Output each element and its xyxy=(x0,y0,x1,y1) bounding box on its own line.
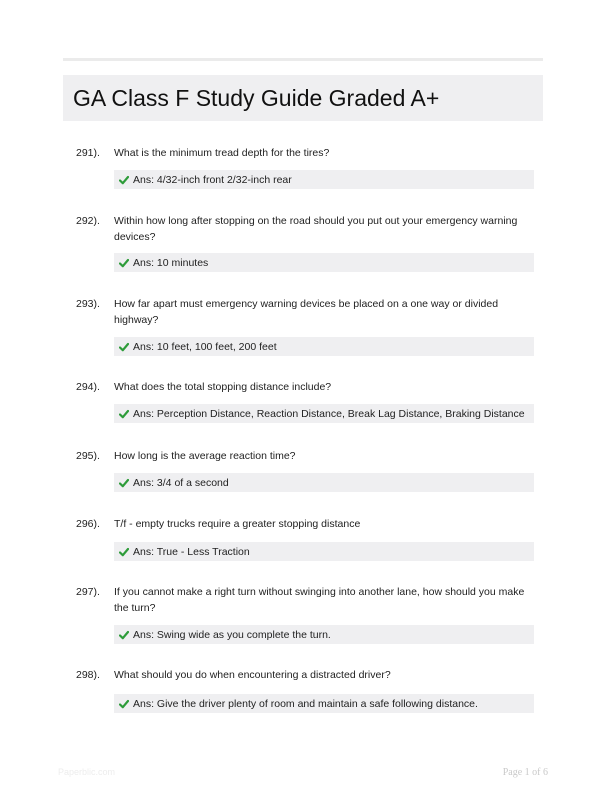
question-text: What is the minimum tread depth for the tires? xyxy=(114,147,330,159)
answer-box xyxy=(114,404,534,423)
page-indicator: Page 1 of 6 xyxy=(502,767,548,778)
question-number: 293). xyxy=(76,298,100,310)
question-number: 294). xyxy=(76,381,100,393)
check-icon xyxy=(119,175,129,185)
question-number: 297). xyxy=(76,586,100,598)
answer-text: Ans: Swing wide as you complete the turn. xyxy=(133,628,331,641)
check-icon xyxy=(119,478,129,488)
check-icon xyxy=(119,258,129,268)
footer-watermark: Paperblic.com xyxy=(58,767,116,777)
question-text: Within how long after stopping on the road should you put out your emergency warning devices? xyxy=(114,215,518,243)
title-banner xyxy=(63,75,543,121)
question-text: T/f - empty trucks require a greater stopping distance xyxy=(114,518,361,530)
answer-text: Ans: True - Less Traction xyxy=(133,545,250,558)
answer-box xyxy=(114,337,534,356)
answer-box xyxy=(114,694,534,713)
check-icon xyxy=(119,409,129,419)
question-text: What should you do when encountering a distracted driver? xyxy=(114,669,391,681)
answer-text: Ans: 4/32-inch front 2/32-inch rear xyxy=(133,173,292,186)
answer-text: Ans: 10 feet, 100 feet, 200 feet xyxy=(133,340,277,353)
question-number: 292). xyxy=(76,215,100,227)
top-divider xyxy=(63,58,543,61)
page-title: GA Class F Study Guide Graded A+ xyxy=(73,85,440,111)
check-icon xyxy=(119,547,129,557)
answer-box xyxy=(114,473,534,492)
check-icon xyxy=(119,342,129,352)
answer-box xyxy=(114,542,534,561)
answer-text: Ans: 3/4 of a second xyxy=(133,476,229,489)
answer-box xyxy=(114,625,534,644)
answer-text: Ans: Perception Distance, Reaction Distance, Break Lag Distance, Braking Distance xyxy=(133,407,525,420)
answer-box xyxy=(114,170,534,189)
question-text: How long is the average reaction time? xyxy=(114,450,296,462)
question-number: 298). xyxy=(76,669,100,681)
answer-text: Ans: 10 minutes xyxy=(133,256,209,269)
question-text: How far apart must emergency warning devices be placed on a one way or divided highway? xyxy=(114,298,499,326)
answer-text: Ans: Give the driver plenty of room and maintain a safe following distance. xyxy=(133,697,478,710)
answer-box xyxy=(114,253,534,272)
check-icon xyxy=(119,699,129,709)
question-number: 295). xyxy=(76,450,100,462)
question-number: 291). xyxy=(76,147,100,159)
check-icon xyxy=(119,630,129,640)
question-number: 296). xyxy=(76,518,100,530)
question-text: What does the total stopping distance include? xyxy=(114,381,332,393)
question-text: If you cannot make a right turn without swinging into another lane, how should you make the turn? xyxy=(114,586,525,614)
